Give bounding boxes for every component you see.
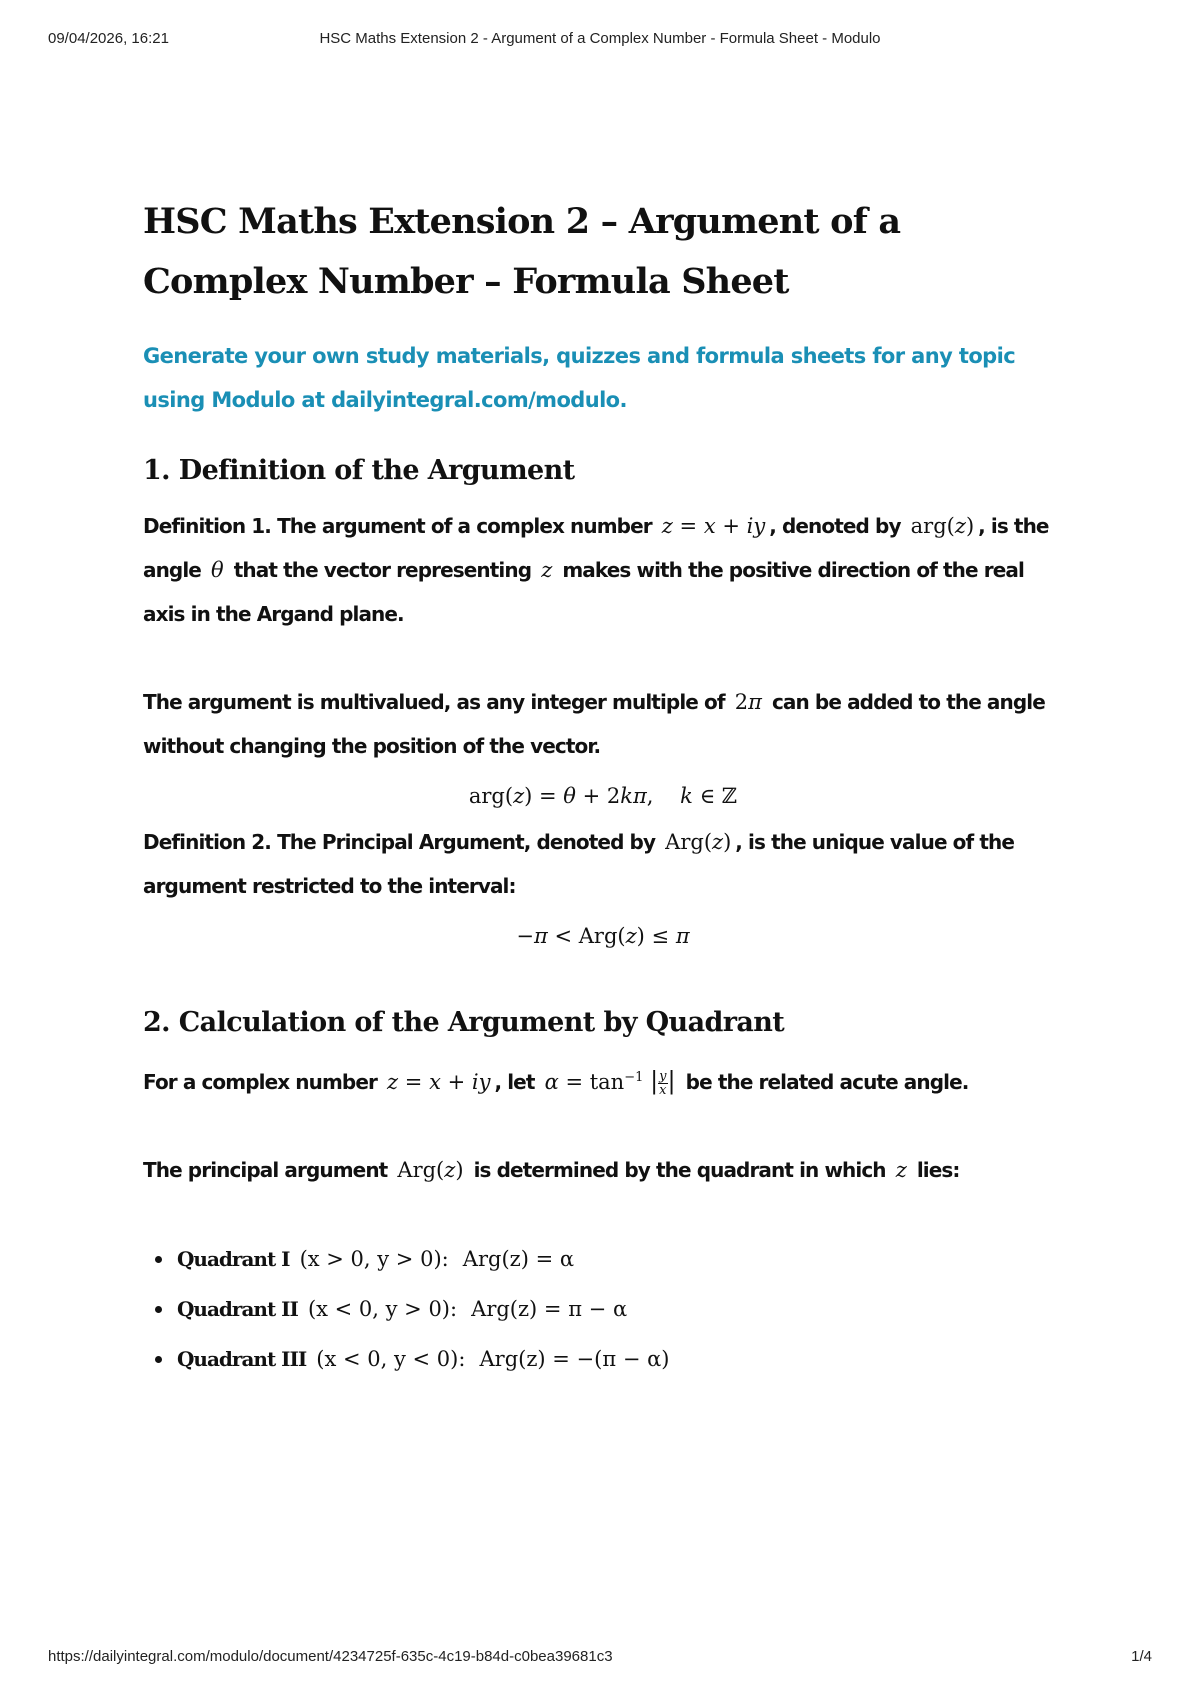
- section-1-heading: 1. Definition of the Argument: [143, 455, 575, 486]
- math-arg-z: arg(z): [910, 514, 975, 538]
- document-content: [143, 192, 1063, 1384]
- page-title: HSC Maths Extension 2 – Argument of a Complex Number – Formula Sheet: [143, 201, 901, 302]
- list-item: Quadrant I (x > 0, y > 0): Arg(z) = α: [153, 1234, 1063, 1284]
- definition-1-label: Definition 1.: [143, 514, 271, 538]
- math-alpha-arctan: $\alpha = \tan^{-1}$ | $\frac{y}{x}$ |: [544, 1067, 676, 1098]
- math-z-equals-x-plus-iy: z = x + iy: [661, 514, 766, 538]
- list-item: Quadrant III (x < 0, y < 0): Arg(z) = −(π − α): [153, 1334, 1063, 1384]
- math-z-equals-x-plus-iy: z = x + iy: [387, 1070, 491, 1094]
- definition-2-label: Definition 2.: [143, 830, 271, 854]
- math-z: z: [895, 1158, 907, 1182]
- definition-1: Definition 1. The argument of a complex number z = x + iy , denoted by arg(z) , is the angle θ that the vector representing z makes with the positive direction of the real axis in the Argand plane.: [143, 514, 1049, 626]
- related-angle-paragraph: For a complex number z = x + iy , let $\alpha = \tan^{-1}$ | $\frac{y}{x}$ | be the related acute angle.: [143, 1067, 969, 1098]
- print-document-title: HSC Maths Extension 2 - Argument of a Complex Number - Formula Sheet - Modulo: [319, 30, 881, 47]
- list-item: Quadrant II (x < 0, y > 0): Arg(z) = π − α: [153, 1284, 1063, 1334]
- page-number: 1/4: [1131, 1648, 1152, 1665]
- quadrant-list: [143, 1234, 1063, 1384]
- print-datetime: 09/04/2026, 16:21: [48, 30, 169, 47]
- print-footer: [48, 1648, 1152, 1670]
- math-Arg-z: Arg(z): [665, 830, 732, 854]
- equation-general-argument: arg(z) = θ + 2kπ, k ∈ ℤ: [468, 784, 738, 808]
- multivalued-paragraph: The argument is multivalued, as any integer multiple of 2π can be added to the angle without changing the position of the vector.: [143, 690, 1045, 758]
- definition-2: Definition 2. The Principal Argument, denoted by Arg(z) , is the unique value of the argument restricted to the interval:: [143, 830, 1015, 898]
- math-Arg-z: Arg(z): [397, 1158, 464, 1182]
- principal-argument-paragraph: The principal argument Arg(z) is determined by the quadrant in which z lies:: [143, 1158, 960, 1182]
- print-header: [48, 30, 1152, 54]
- math-2pi: 2π: [734, 690, 762, 714]
- math-z: z: [541, 558, 553, 582]
- math-theta: θ: [211, 558, 224, 582]
- promo-link[interactable]: Generate your own study materials, quizzes and formula sheets for any topic using Modulo at dailyintegral.com/modulo.: [143, 344, 1016, 412]
- equation-principal-interval: −π < Arg(z) ≤ π: [516, 924, 690, 948]
- section-2-heading: 2. Calculation of the Argument by Quadrant: [143, 1007, 785, 1038]
- print-url: https://dailyintegral.com/modulo/document/4234725f-635c-4c19-b84d-c0bea39681c3: [48, 1648, 613, 1665]
